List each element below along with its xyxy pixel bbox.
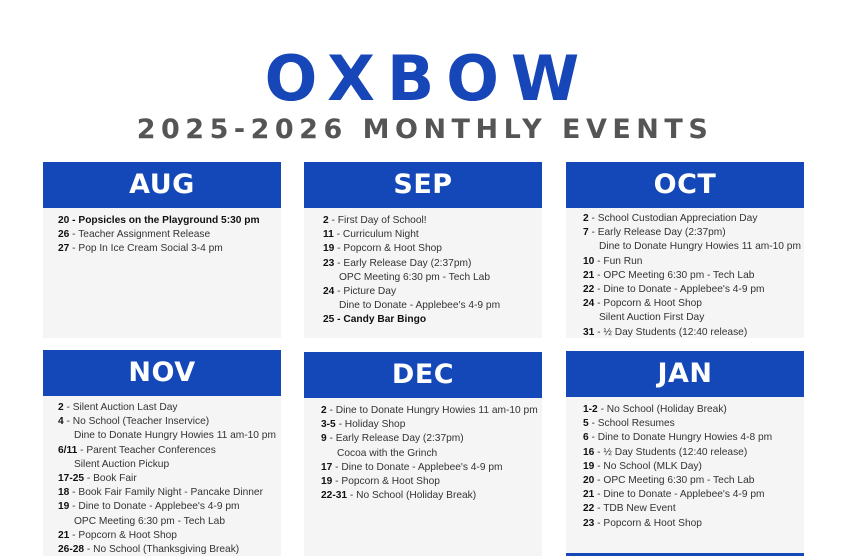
month-header: DEC (304, 352, 542, 398)
event-date: 1-2 (583, 404, 598, 415)
event-item (58, 472, 281, 486)
event-description: - No School (Holiday Break) (347, 490, 477, 502)
event-description: - Teacher Assignment Release (69, 229, 211, 241)
event-item (58, 500, 281, 528)
event-item (58, 543, 281, 557)
event-date: 22 (583, 284, 595, 296)
month-card-aug (43, 162, 281, 338)
event-description: - Early Release Day (2:37pm) (588, 227, 726, 239)
month-card-nov (43, 350, 281, 556)
event-item (583, 283, 804, 297)
month-header: NOV (43, 350, 281, 396)
event-description: - School Resumes (588, 418, 675, 430)
event-date: 3-5 (321, 419, 336, 431)
event-item (583, 431, 804, 445)
event-item (583, 226, 804, 254)
event-date: 22 (583, 503, 595, 515)
event-date: 11 (323, 229, 334, 241)
event-sub-item: Silent Auction Pickup (74, 458, 170, 470)
month-header: SEP (304, 162, 542, 208)
event-sub-item: Dine to Donate - Applebee's 4-9 pm (339, 300, 501, 312)
event-sub-item: OPC Meeting 6:30 pm - Tech Lab (339, 271, 491, 283)
event-description: - Dine to Donate - Applebee's 4-9 pm (594, 284, 765, 296)
event-date: 27 (58, 243, 70, 255)
event-description: - Pop In Ice Cream Social 3-4 pm (69, 243, 223, 255)
event-item (583, 255, 804, 269)
event-date: 23 (583, 517, 595, 529)
event-date: 22-31 (321, 490, 348, 502)
event-description: - Popcorn & Hoot Shop (594, 517, 702, 529)
month-header: JAN (566, 351, 804, 397)
event-date: 2 (58, 402, 64, 413)
event-date: 21 (583, 489, 595, 501)
event-description: - No School (Teacher Inservice) (63, 416, 210, 428)
month-header: AUG (43, 162, 281, 208)
event-date: 23 (323, 257, 335, 269)
event-description: - First Day of School! (328, 215, 427, 226)
event-description: - No School (Thanksgiving Break) (84, 544, 240, 556)
event-list (566, 397, 804, 531)
event-item (583, 269, 804, 283)
event-sub-item: Cocoa with the Grinch (337, 447, 438, 459)
month-header: OCT (566, 162, 804, 208)
event-description: - Popcorn & Hoot Shop (332, 476, 440, 488)
event-item (58, 415, 281, 443)
event-date: 2 (583, 213, 589, 224)
month-card-oct (566, 162, 804, 338)
event-date: 19 (583, 460, 595, 472)
event-sub-item: Silent Auction First Day (599, 312, 705, 324)
event-item (583, 460, 804, 474)
event-description: - School Custodian Appreciation Day (588, 213, 758, 224)
event-date: 7 (583, 227, 589, 239)
event-description: - Dine to Donate - Applebee's 4-9 pm (69, 501, 240, 513)
event-item (323, 242, 542, 256)
event-date: 25 (323, 314, 335, 326)
event-item (583, 488, 804, 502)
event-date: 2 (321, 405, 327, 416)
event-description: - Dine to Donate Hungry Howies 11 am-10 pm (326, 405, 538, 416)
event-date: 6/11 (58, 444, 78, 456)
event-date: 10 (583, 255, 595, 267)
event-item (321, 404, 542, 418)
event-description: - OPC Meeting 6:30 pm - Tech Lab (594, 475, 755, 487)
event-description: - Picture Day (334, 286, 397, 298)
event-date: 19 (58, 501, 70, 513)
event-item (583, 212, 804, 226)
event-item (58, 228, 281, 242)
event-description: - No School (Holiday Break) (597, 404, 727, 415)
event-item (583, 502, 804, 516)
month-card-dec (304, 352, 542, 556)
event-date: 26 (58, 229, 70, 241)
event-item (321, 461, 542, 475)
event-date: 21 (58, 529, 70, 541)
event-list (566, 208, 804, 340)
event-description: - Candy Bar Bingo (334, 314, 427, 326)
event-list (43, 396, 281, 557)
event-item (58, 401, 281, 415)
event-date: 31 (583, 326, 595, 338)
event-description: - Early Release Day (2:37pm) (326, 433, 464, 445)
event-item (321, 475, 542, 489)
event-date: 20 (58, 215, 70, 226)
event-description: - TDB New Event (594, 503, 676, 515)
event-item (321, 432, 542, 460)
event-description: - Popcorn & Hoot Shop (334, 243, 442, 255)
event-date: 21 (583, 269, 595, 281)
event-list (304, 208, 542, 328)
event-description: - OPC Meeting 6:30 pm - Tech Lab (594, 269, 755, 281)
event-sub-item: OPC Meeting 6:30 pm - Tech Lab (74, 515, 226, 527)
event-item (323, 285, 542, 313)
event-description: - Early Release Day (2:37pm) (334, 257, 472, 269)
event-description: - ½ Day Students (12:40 release) (594, 326, 748, 338)
event-item (583, 446, 804, 460)
event-description: - Book Fair (84, 473, 137, 485)
event-item (58, 486, 281, 500)
event-date: 4 (58, 416, 64, 428)
event-date: 19 (323, 243, 335, 255)
event-date: 26-28 (58, 544, 85, 556)
event-item (58, 242, 281, 256)
event-description: - Curriculum Night (333, 229, 419, 241)
event-date: 2 (323, 215, 329, 226)
event-description: - ½ Day Students (12:40 release) (594, 446, 748, 458)
event-item (58, 444, 281, 472)
event-date: 17-25 (58, 473, 85, 485)
month-card-jan (566, 351, 804, 556)
event-date: 18 (58, 487, 70, 499)
event-date: 17 (321, 461, 333, 473)
event-item (323, 228, 542, 242)
event-item (583, 517, 804, 531)
event-item (58, 214, 281, 228)
event-description: - Dine to Donate - Applebee's 4-9 pm (594, 489, 765, 501)
event-item (323, 214, 542, 228)
event-item (321, 489, 542, 503)
event-description: - Popsicles on the Playground 5:30 pm (69, 215, 260, 226)
event-description: - Popcorn & Hoot Shop (69, 529, 177, 541)
event-item (58, 529, 281, 543)
event-date: 24 (323, 286, 335, 298)
event-date: 24 (583, 298, 595, 310)
event-list (304, 398, 542, 503)
event-date: 16 (583, 446, 595, 458)
event-date: 5 (583, 418, 589, 430)
event-description: - Holiday Shop (335, 419, 406, 431)
event-description: - Fun Run (594, 255, 643, 267)
event-date: 9 (321, 433, 327, 445)
event-list (43, 208, 281, 257)
event-description: - Book Fair Family Night - Pancake Dinner (69, 487, 263, 499)
event-item (583, 297, 804, 325)
event-description: - Popcorn & Hoot Shop (594, 298, 702, 310)
event-item (583, 417, 804, 431)
event-item (323, 313, 542, 327)
page-title: OXBOW (264, 42, 592, 115)
event-description: - Parent Teacher Conferences (77, 444, 216, 456)
event-description: - Dine to Donate Hungry Howies 4-8 pm (588, 432, 773, 444)
event-item (321, 418, 542, 432)
event-description: - No School (MLK Day) (594, 460, 702, 472)
event-date: 6 (583, 432, 589, 444)
event-description: - Dine to Donate - Applebee's 4-9 pm (332, 461, 503, 473)
event-item (583, 326, 804, 340)
page-subtitle: 2025-2026 MONTHLY EVENTS (136, 114, 714, 145)
event-item (583, 403, 804, 417)
event-item (323, 257, 542, 285)
month-card-sep (304, 162, 542, 338)
event-item (583, 474, 804, 488)
event-description: - Silent Auction Last Day (63, 402, 178, 413)
event-date: 19 (321, 476, 333, 488)
event-sub-item: Dine to Donate Hungry Howies 11 am-10 pm (74, 430, 276, 442)
event-date: 20 (583, 475, 595, 487)
event-sub-item: Dine to Donate Hungry Howies 11 am-10 pm (599, 241, 801, 253)
